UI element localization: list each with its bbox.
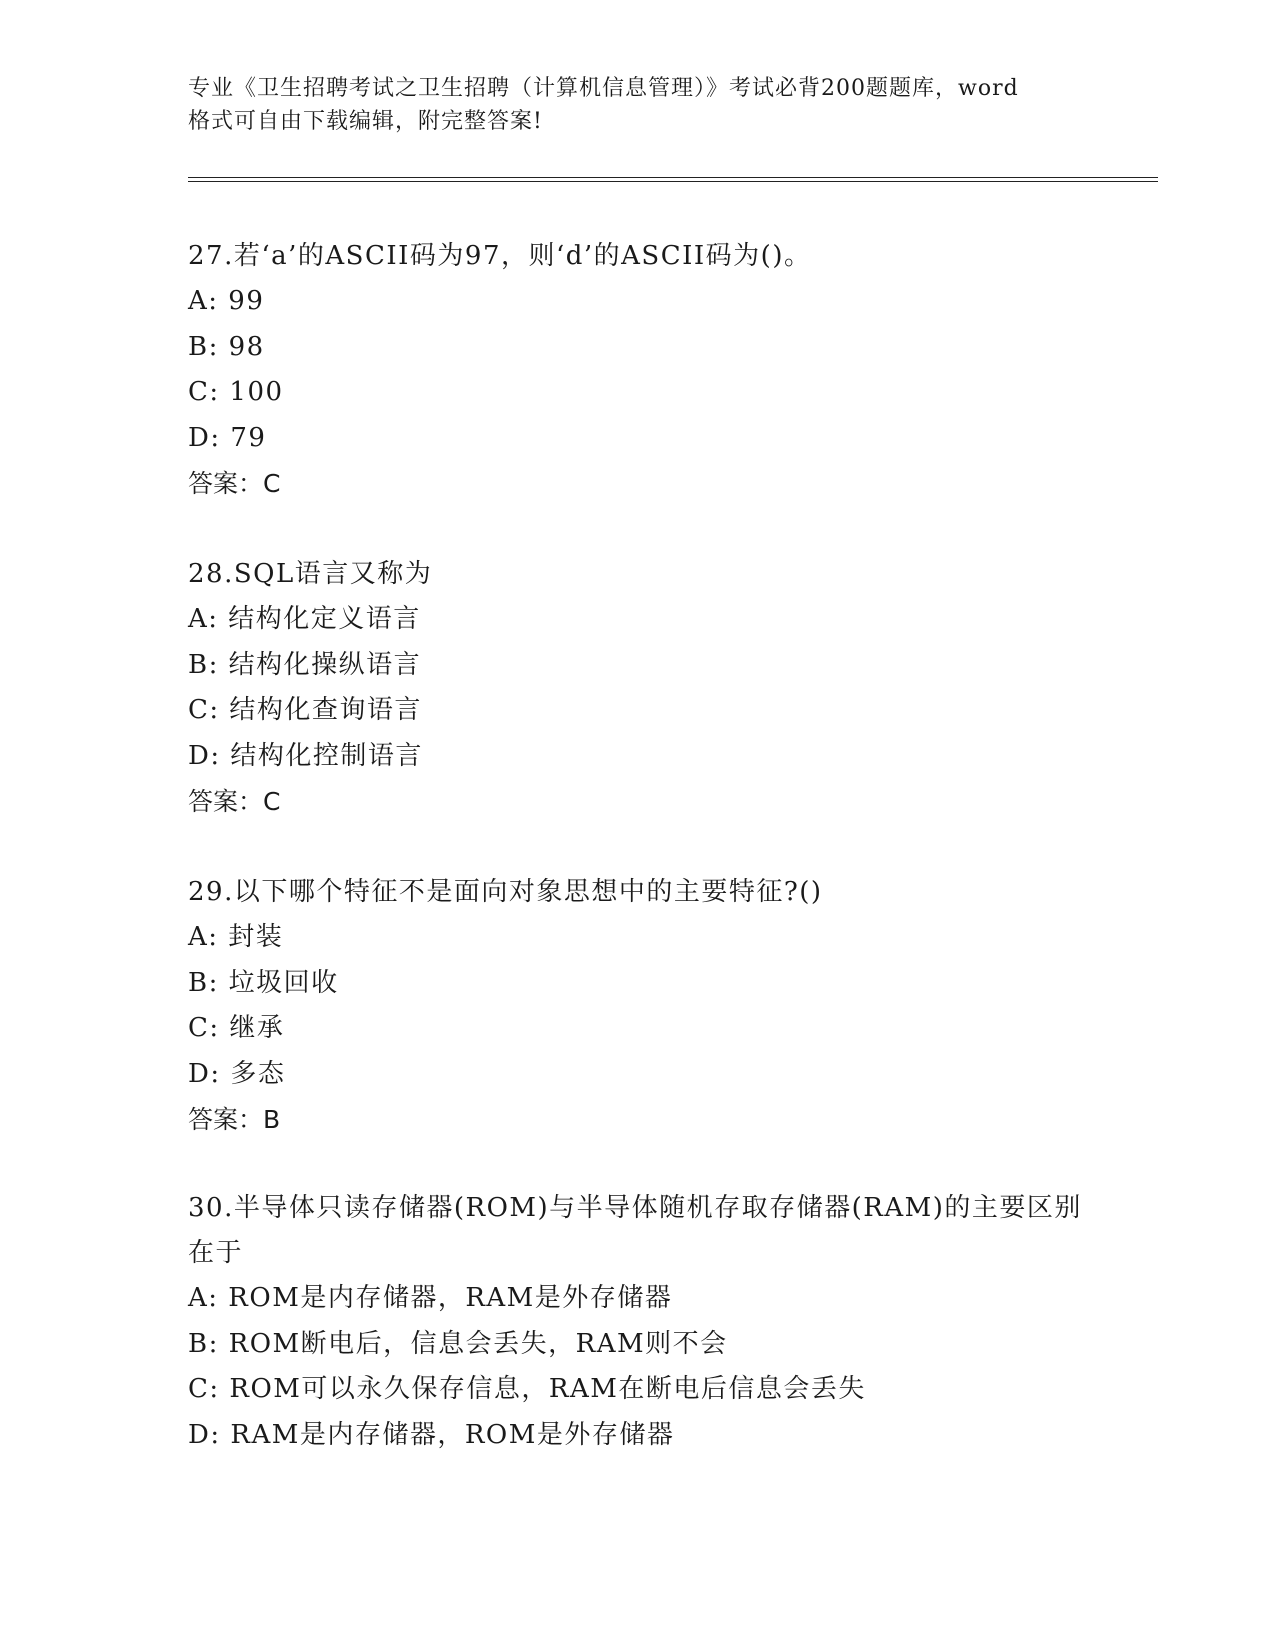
question-30 — [188, 1186, 1088, 1458]
option-c: C: 继承 — [188, 1013, 285, 1043]
option-a: A: 99 — [188, 286, 265, 316]
option-d: D: 多态 — [188, 1058, 286, 1089]
option-c: C: 结构化查询语言 — [188, 695, 422, 725]
answer: 答案：C — [188, 787, 281, 816]
question-stem: 29.以下哪个特征不是面向对象思想中的主要特征?() — [188, 877, 823, 907]
question-stem: 27.若‘a’的ASCII码为97，则‘d’的ASCII码为()。 — [188, 241, 812, 271]
question-stem: 28.SQL语言又称为 — [188, 559, 433, 589]
document-header — [188, 72, 1088, 138]
question-27 — [188, 234, 1088, 506]
answer: 答案：B — [188, 1105, 281, 1134]
option-a: A: 封装 — [188, 922, 284, 952]
header-line-1: 专业《卫生招聘考试之卫生招聘（计算机信息管理）》考试必背200题题库，word — [188, 76, 1019, 101]
question-29 — [188, 870, 1088, 1142]
option-b: B: 98 — [188, 331, 265, 362]
option-d: D: RAM是内存储器，ROM是外存储器 — [188, 1419, 675, 1450]
option-b: B: ROM断电后，信息会丢失，RAM则不会 — [188, 1328, 728, 1359]
option-b: B: 结构化操纵语言 — [188, 649, 422, 680]
header-divider — [188, 177, 1158, 182]
answer: 答案：C — [188, 469, 281, 498]
option-a: A: ROM是内存储器，RAM是外存储器 — [188, 1283, 673, 1313]
option-d: D: 结构化控制语言 — [188, 740, 423, 771]
option-b: B: 垃圾回收 — [188, 967, 339, 998]
option-c: C: ROM可以永久保存信息，RAM在断电后信息会丢失 — [188, 1374, 866, 1404]
option-a: A: 结构化定义语言 — [188, 604, 421, 634]
question-28 — [188, 552, 1088, 824]
option-d: D: 79 — [188, 422, 267, 453]
header-line-2: 格式可自由下载编辑，附完整答案! — [188, 109, 543, 134]
question-stem-line-1: 30.半导体只读存储器(ROM)与半导体随机存取存储器(RAM)的主要区别 — [188, 1193, 1082, 1223]
option-c: C: 100 — [188, 377, 284, 407]
question-stem-line-2: 在于 — [188, 1238, 244, 1268]
